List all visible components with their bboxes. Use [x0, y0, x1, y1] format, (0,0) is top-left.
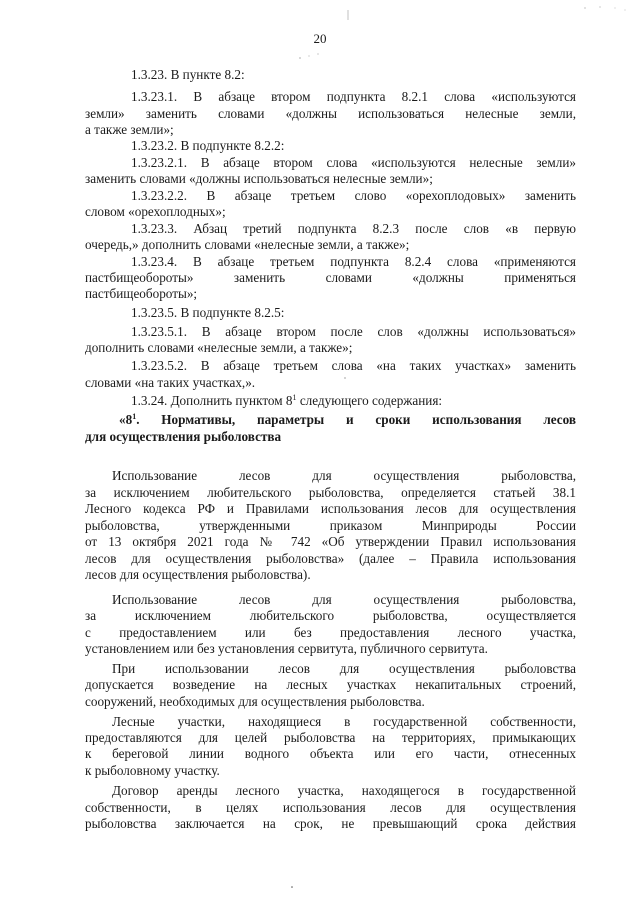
- paragraph-1-3-23-5-1-line-1: 1.3.23.5.1. В абзаце втором после слов «должны использоваться»: [131, 324, 576, 339]
- body-paragraph-4-line-3: к береговой линии водного объекта или его части, отнесенных: [85, 746, 576, 761]
- paragraph-1-3-23-2-1-line-1: 1.3.23.2.1. В абзаце втором слова «используются нелесные земли»: [131, 155, 576, 170]
- paragraph-1-3-23-1-line-3: а также земли»;: [85, 122, 174, 137]
- section-heading-superscript: 1: [132, 412, 137, 421]
- body-paragraph-2-line-3: с предоставлением или без предоставления лесного участка,: [85, 625, 576, 640]
- body-paragraph-1-line-1: Использование лесов для осуществления рыболовства,: [112, 468, 576, 483]
- body-paragraph-1-line-6: лесов для осуществления рыболовства» (далее – Правила использования: [85, 551, 576, 566]
- body-paragraph-2-line-4: установлением или без установления сервитута, публичного сервитута.: [85, 641, 488, 656]
- body-paragraph-1-line-5: от 13 октября 2021 года № 742 «Об утверждении Правил использования: [85, 534, 576, 549]
- body-paragraph-4-line-1: Лесные участки, находящиеся в государственной собственности,: [112, 714, 576, 729]
- body-paragraph-5-line-3: рыболовства заключается на срок, не превышающий срока действия: [85, 816, 576, 831]
- paragraph-1-3-23-4-line-3: пастбищеобороты»;: [85, 286, 198, 301]
- paragraph-1-3-23-5-1-line-2: дополнить словами «нелесные земли, а также»;: [85, 340, 353, 355]
- paragraph-1-3-23-2-1-line-2: заменить словами «должны использоваться нелесные земли»;: [85, 171, 433, 186]
- section-heading-title: . Нормативы, параметры и сроки использования лесов: [136, 412, 576, 427]
- body-paragraph-3-line-1: При использовании лесов для осуществления рыболовства: [112, 661, 576, 676]
- paragraph-1-3-23-1-line-2: земли» заменить словами «должны использоваться нелесные земли,: [85, 106, 576, 121]
- paragraph-1-3-23-2: 1.3.23.2. В подпункте 8.2.2:: [131, 138, 285, 153]
- paragraph-1-3-23-4-line-1: 1.3.23.4. В абзаце третьем подпункта 8.2.4 слова «применяются: [131, 254, 576, 269]
- section-heading-number: «8: [119, 412, 133, 427]
- body-paragraph-3-line-2: допускается возведение на лесных участках некапитальных строений,: [85, 677, 576, 692]
- paragraph-1-3-24: [131, 393, 576, 409]
- body-paragraph-5-line-2: собственности, в целях использования лесов для осуществления: [85, 800, 576, 815]
- paragraph-1-3-23-5-2-line-1: 1.3.23.5.2. В абзаце третьем слова «на таких участках» заменить: [131, 358, 576, 373]
- body-paragraph-3-line-3: сооружений, необходимых для осуществления рыболовства.: [85, 694, 425, 709]
- paragraph-1-3-23-5-2-line-2: словами «на таких участках,».: [85, 375, 256, 390]
- paragraph-1-3-23-3-line-1: 1.3.23.3. Абзац третий подпункта 8.2.3 после слов «в первую: [131, 221, 576, 236]
- body-paragraph-1-line-7: лесов для осуществления рыболовства).: [85, 567, 311, 582]
- paragraph-1-3-23-2-2-line-1: 1.3.23.2.2. В абзаце третьем слово «орехоплодовых» заменить: [131, 188, 576, 203]
- paragraph-1-3-24-text: 1.3.24. Дополнить пунктом 8: [131, 393, 293, 408]
- section-heading-line-1: [119, 412, 576, 428]
- body-paragraph-4-line-4: к рыболовному участку.: [85, 763, 220, 778]
- body-paragraph-2-line-2: за исключением любительского рыболовства, осуществляется: [85, 608, 576, 623]
- body-paragraph-1-line-2: за исключением любительского рыболовства, определяется статьей 38.1: [85, 485, 576, 500]
- superscript-one: 1: [292, 393, 297, 402]
- paragraph-1-3-23-1-line-1: 1.3.23.1. В абзаце втором подпункта 8.2.1 слова «используются: [131, 89, 576, 104]
- body-paragraph-2-line-1: Использование лесов для осуществления рыболовства,: [112, 592, 576, 607]
- paragraph-1-3-23-2-2-line-2: словом «орехоплодных»;: [85, 204, 226, 219]
- body-paragraph-1-line-4: рыболовства, утвержденными приказом Минприроды России: [85, 518, 576, 533]
- body-paragraph-5-line-1: Договор аренды лесного участка, находящегося в государственной: [112, 783, 576, 798]
- body-paragraph-4-line-2: предоставляются для целей рыболовства на территориях, примыкающих: [85, 730, 576, 745]
- paragraph-1-3-23-4-line-2: пастбищеобороты» заменить словами «должны применяться: [85, 270, 576, 285]
- paragraph-1-3-23-3-line-2: очередь,» дополнить словами «нелесные земли, а также»;: [85, 237, 410, 252]
- paragraph-1-3-23: 1.3.23. В пункте 8.2:: [131, 67, 245, 82]
- paragraph-1-3-23-5: 1.3.23.5. В подпункте 8.2.5:: [131, 305, 285, 320]
- body-paragraph-1-line-3: Лесного кодекса РФ и Правилами использования лесов для осуществления: [85, 501, 576, 516]
- paragraph-1-3-24-tail: следующего содержания:: [296, 393, 443, 408]
- page-number: 20: [313, 31, 327, 46]
- section-heading-line-2: для осуществления рыболовства: [85, 429, 282, 444]
